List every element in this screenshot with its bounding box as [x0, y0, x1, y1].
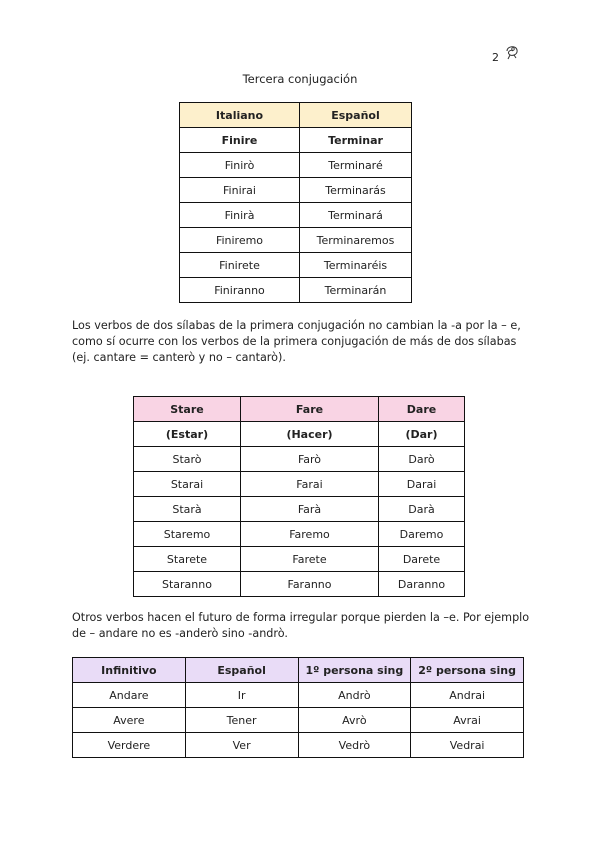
- table-row: [180, 253, 412, 278]
- table-row: [134, 572, 465, 597]
- table-row: [180, 278, 412, 303]
- table-cell: Terminaréis: [300, 253, 412, 278]
- header-cell: (Estar): [134, 422, 241, 447]
- subheader-row: [134, 422, 465, 447]
- table-cell: Farò: [241, 447, 379, 472]
- table-row: [134, 472, 465, 497]
- table-cell: Darete: [379, 547, 465, 572]
- table-cell: Farai: [241, 472, 379, 497]
- table-row: [134, 522, 465, 547]
- table-cell: Andare: [73, 683, 186, 708]
- header-cell: (Hacer): [241, 422, 379, 447]
- header-cell: Español: [185, 658, 298, 683]
- table-cell: Starò: [134, 447, 241, 472]
- table-cell: Darai: [379, 472, 465, 497]
- header-cell: Infinitivo: [73, 658, 186, 683]
- header-cell: Español: [300, 103, 412, 128]
- table-cell: Avrai: [411, 708, 524, 733]
- header-row: [134, 397, 465, 422]
- header-cell: Terminar: [300, 128, 412, 153]
- stamp-doodle-icon: [503, 42, 521, 60]
- table-cell: Avere: [73, 708, 186, 733]
- header-cell: 1º persona sing: [298, 658, 411, 683]
- header-cell: Stare: [134, 397, 241, 422]
- table-cell: Vedrò: [298, 733, 411, 758]
- header-cell: 2º persona sing: [411, 658, 524, 683]
- table-cell: Terminarás: [300, 178, 412, 203]
- table-cell: Darà: [379, 497, 465, 522]
- header-row: [180, 103, 412, 128]
- header-cell: (Dar): [379, 422, 465, 447]
- table-cell: Terminará: [300, 203, 412, 228]
- table-cell: Starai: [134, 472, 241, 497]
- table-row: [180, 203, 412, 228]
- subheader-row: [180, 128, 412, 153]
- table-cell: Ver: [185, 733, 298, 758]
- header-cell: Finire: [180, 128, 300, 153]
- table-cell: Finirò: [180, 153, 300, 178]
- table-row: [180, 178, 412, 203]
- table-cell: Staremo: [134, 522, 241, 547]
- table-cell: Faremo: [241, 522, 379, 547]
- table-cell: Starà: [134, 497, 241, 522]
- table-row: [134, 447, 465, 472]
- page-number: 2: [492, 51, 499, 64]
- table-cell: Faranno: [241, 572, 379, 597]
- conjugation-table-stare-fare-dare: [133, 396, 465, 597]
- table-cell: Daranno: [379, 572, 465, 597]
- table-cell: Tener: [185, 708, 298, 733]
- table-cell: Terminaremos: [300, 228, 412, 253]
- table-row: [73, 733, 524, 758]
- table-row: [73, 708, 524, 733]
- table-row: [134, 547, 465, 572]
- section-title: Tercera conjugación: [242, 72, 358, 86]
- table-row: [73, 683, 524, 708]
- table-cell: Finirai: [180, 178, 300, 203]
- paragraph-two-syllable-verbs: Los verbos de dos sílabas de la primera conjugación no cambian la -a por la – e, como sí ocurre con los verbos de la primera conjugación de más de dos sílabas (ej. cantare = canterò y no – cantarò).: [72, 319, 521, 364]
- table-cell: Ir: [185, 683, 298, 708]
- table-cell: Finiremo: [180, 228, 300, 253]
- table-cell: Daremo: [379, 522, 465, 547]
- table-cell: Andrai: [411, 683, 524, 708]
- table-cell: Finirete: [180, 253, 300, 278]
- table-cell: Vedrai: [411, 733, 524, 758]
- header-cell: Fare: [241, 397, 379, 422]
- table-cell: Avrò: [298, 708, 411, 733]
- irregular-verbs-table: [72, 657, 524, 758]
- table-cell: Farà: [241, 497, 379, 522]
- table-cell: Finiranno: [180, 278, 300, 303]
- table-row: [180, 228, 412, 253]
- header-cell: Dare: [379, 397, 465, 422]
- paragraph-irregular-verbs: Otros verbos hacen el futuro de forma irregular porque pierden la –e. Por ejemplo de – andare no es -anderò sino -andrò.: [72, 611, 530, 640]
- table-cell: Darò: [379, 447, 465, 472]
- table-cell: Verdere: [73, 733, 186, 758]
- table-cell: Staranno: [134, 572, 241, 597]
- table-cell: Starete: [134, 547, 241, 572]
- table-cell: Terminarán: [300, 278, 412, 303]
- table-cell: Finirà: [180, 203, 300, 228]
- table-row: [134, 497, 465, 522]
- table-row: [180, 153, 412, 178]
- header-cell: Italiano: [180, 103, 300, 128]
- table-cell: Terminaré: [300, 153, 412, 178]
- table-cell: Farete: [241, 547, 379, 572]
- table-cell: Andrò: [298, 683, 411, 708]
- header-row: [73, 658, 524, 683]
- conjugation-table-finire: [179, 102, 412, 303]
